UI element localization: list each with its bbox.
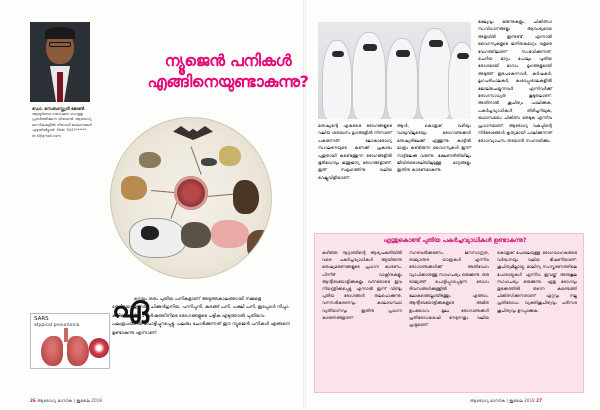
author-name: ഡോ. സെബാസ്റ്റ്യൻ ജോൺ bbox=[32, 106, 85, 111]
hazmat-worker bbox=[448, 42, 471, 119]
transmission-arrow bbox=[191, 146, 202, 175]
bird-image bbox=[139, 152, 161, 168]
intro-paragraph: റെയും തരം പുതിയ പനികളാണ് അടുത്തകാലത്തായി നമ്മളെ തേടിയെത്തുന്നത്. ചിക്കുൻഗുനിയ, പന്നിപ്പനി, കുരങ്ങ് പനി, പക്ഷി പനി, ഇപ്പോൾ നിപ്പാ. കഴിഞ്ഞ 10-15 വർഷത്തിനിടെ രോഗങ്ങളുടെ പട്ടിക എടുത്താൽ പുതിയവ പലരൂപത്തിൽ പൊട്ടിപ്പുറപ്പെട്ടു. പലരും ചോദിക്കുന്നത് ഈ ന്യൂജെൻ പനികൾ എങ്ങനെ ഉണ്ടാകുന്നു എന്നാണ്. bbox=[112, 297, 291, 336]
cow-image bbox=[129, 218, 187, 258]
hazmat-workers-photo bbox=[318, 22, 471, 119]
face-mask bbox=[457, 53, 469, 59]
bat-image bbox=[173, 126, 213, 140]
author-photo bbox=[30, 22, 90, 102]
drop-cap: ഏ bbox=[112, 290, 149, 325]
face-mask bbox=[363, 44, 377, 51]
sidebar-column-2: നഗരവൽക്കരണം, ജനസാന്ദ്രത, രാജ്യാന്തര യാത്രകൾ എന്നിവ രോഗാണുക്കൾക്ക് അതിവേഗം വ്യാപിക്കാനുള്ള സാഹചര്യം ഒരുക്കുന്നു. ഒരു രാജ്യത്ത് പൊട്ടിപ്പുറപ്പെടുന്ന രോഗം ദിവസങ്ങൾക്കുള്ളിൽ ലോകത്തെല്ലായിടത്തും എത്താം. ആന്റിബയോട്ടിക്കുകളുടെ അമിത ഉപയോഗം മൂലം രോഗാണുക്കൾ പ്രതിരോധശേഷി നേടുന്നതും വലിയ പ്രശ്നമാണ്. bbox=[409, 250, 489, 328]
zoonosis-collage bbox=[110, 117, 272, 279]
sidebar-column-3: കൊതുക് പോലെയുള്ള രോഗവാഹകരുടെ വർദ്ധനയും വലിയ ഭീഷണിയാണ്. ശുചിത്വമില്ലായ്മ, മാലിന്യ സംസ്കരണത്തിലെ പോരായ്മകൾ എന്നിവ ഇവയ്ക്ക് അനുകൂല സാഹചര്യം ഒരുക്കുന്നു. ഏതു രോഗവും തുടക്കത്തിൽ തന്നെ കണ്ടെത്തി ചികിത്സിക്കുന്നതാണ് ഏറ്റവും നല്ല പ്രതിരോധം. വ്യക്തിശുചിത്വവും പരിസര ശുചിത്വവും ഉറപ്പാക്കുക. bbox=[497, 250, 577, 313]
hazmat-worker bbox=[418, 28, 452, 119]
left-lung-image bbox=[41, 336, 63, 366]
chimpanzee-image bbox=[233, 180, 259, 214]
hazmat-worker bbox=[386, 38, 418, 119]
cat-image bbox=[219, 146, 241, 166]
footer-left bbox=[30, 398, 102, 404]
page-number-left: 26 bbox=[30, 398, 36, 403]
pig-image bbox=[211, 220, 249, 248]
mosquito-image bbox=[201, 158, 217, 166]
virus-center-image bbox=[174, 176, 208, 210]
face-mask bbox=[396, 50, 410, 57]
body-column-3: ഭക്ഷ്യവും മരുന്നുകളും, ചികിത്സാ സംവിധാനങ്ങളും ആവശ്യമായ അളവിൽ ഇന്നുണ്ട്. എന്നാൽ വൈറസുകളുടെ ജനിതകമാറ്റം വളരെ വേഗത്തിലാണ് സംഭവിക്കുന്നത്. ചെറിയ മാറ്റം പോലും പുതിയ രോഗമായി മാറാം. മൃഗങ്ങളുമായി അടുത്ത് ഇടപഴകുന്നവർ, കർഷകർ, മൃഗപരിപാലകർ, കശാപ്പുശാലകളിൽ ജോലിചെയ്യുന്നവർ എന്നിവർക്ക് രോഗസാധ്യത കൂടുതലാണ്. അതിനാൽ ശുചിത്വം പാലിക്കുക, പകർച്ചവ്യാധികൾ തിരിച്ചറിയുക, യഥാസമയം ചികിത്സ തേടുക എന്നിവ പ്രധാനമാണ്. ആരോഗ്യ വകുപ്പിന്റെ നിർദേശങ്ങൾ കൃത്യമായി പാലിക്കുന്നത് രോഗവ്യാപനം തടയാൻ സഹായിക്കും. bbox=[478, 19, 552, 143]
sars-label: SARS bbox=[34, 316, 49, 322]
sars-figure bbox=[30, 313, 110, 369]
transmission-arrow bbox=[207, 194, 233, 197]
body-column-1: മനുഷ്യന്റെ ഏകദേശ രോഗങ്ങളുടെ വലിയ ശതമാനം മൃഗങ്ങളിൽ നിന്നാണ് പകരുന്നത്. ലോകാരോഗ്യ സംഘടനയുടെ കണക്ക് പ്രകാരം പുതുതായി കണ്ടെത്തുന്ന രോഗങ്ങളിൽ ഭൂരിഭാഗവും ജന്തുജന്യ രോഗങ്ങളാണ്. ഇത് സമൂഹത്തിനു വലിയ വെല്ലുവിളിയാണ്. bbox=[318, 123, 392, 180]
article-headline bbox=[138, 50, 318, 92]
headline-line-1: ന്യൂജെൻ പനികൾ bbox=[164, 51, 292, 70]
sidebar-box-title: എന്തുകൊണ്ട് പുതിയ പകർച്ചവ്യാധികൾ ഉണ്ടാകുന്നു? bbox=[383, 237, 527, 244]
infected-cell-image bbox=[89, 338, 109, 358]
face-mask bbox=[332, 51, 344, 57]
author-hair bbox=[45, 27, 75, 39]
footer-right bbox=[470, 398, 542, 404]
body-column-2: ആൾ, കൊതുക് വഴിയും വായുവിലൂടെയും രോഗാണുക്കൾ മനുഷ്യരിലേക്ക് എത്തുന്നു. കാട്ടിൽ മാത്രം കണ്ടിരുന്ന വൈറസുകൾ ഇന്ന് നാട്ടിലേക്കു വരുന്നു. ഭക്ഷണരീതിയിലും ജീവിതശൈലിയിലുമുള്ള മാറ്റങ്ങളും ഇതിനു കാരണമാകുന്നു. bbox=[397, 123, 471, 173]
headline-line-2: എങ്ങിനെയുണ്ടാകുന്നു? bbox=[147, 72, 309, 91]
hazmat-worker bbox=[352, 32, 386, 119]
cow-spot bbox=[141, 226, 159, 240]
author-tie bbox=[57, 72, 63, 102]
dog-image bbox=[121, 176, 147, 200]
author-glasses bbox=[49, 42, 71, 47]
sidebar-column-1: കഴിഞ്ഞ നൂറ്റാണ്ടിന്റെ ആദ്യപകുതിയിൽ വരെ പകർച്ചവ്യാധികൾ ആയിരുന്നു മനുഷ്യമരണങ്ങളുടെ പ്രധാന കാരണം. പിന്നീട് വാക്സിനുകളും ആന്റിബയോട്ടിക്കുകളും വന്നതോടെ ഇവ നിയന്ത്രിക്കപ്പെട്ടു. എന്നാൽ ഇന്ന് വീണ്ടും പുതിയ രോഗങ്ങൾ തലപൊക്കുന്നു. വനനശീകരണവും കാലാവസ്ഥാ വ്യതിയാനവും ഇതിനു പ്രധാന കാരണങ്ങളാണ്. bbox=[322, 250, 402, 320]
goat-image bbox=[181, 222, 211, 248]
author-bio: ആയുർവേദ ഗവേഷണ രംഗത്തു പ്രവർത്തിക്കുന്ന വിദഗ്ദ്ധൻ. ആരോഗ്യ മാസികകളിൽ നിരവധി ലേഖനങ്ങൾ എഴുതിയിട്ടുണ്ട്. Mob: 9447****** dr.s@gmail.com bbox=[32, 112, 92, 138]
hazmat-worker bbox=[322, 40, 352, 119]
right-lung-image bbox=[67, 336, 89, 366]
horse-image bbox=[247, 230, 272, 260]
page-number-right: 27 bbox=[536, 398, 542, 403]
sars-sublabel: atypical pneumonia bbox=[34, 323, 80, 328]
face-mask bbox=[429, 40, 443, 47]
footer-left-text: ആരോഗ്യ മാസിക | ജൂലൈ 2018 bbox=[37, 398, 102, 403]
footer-right-text: ആരോഗ്യ മാസിക | ജൂലൈ 2018 bbox=[470, 398, 535, 403]
